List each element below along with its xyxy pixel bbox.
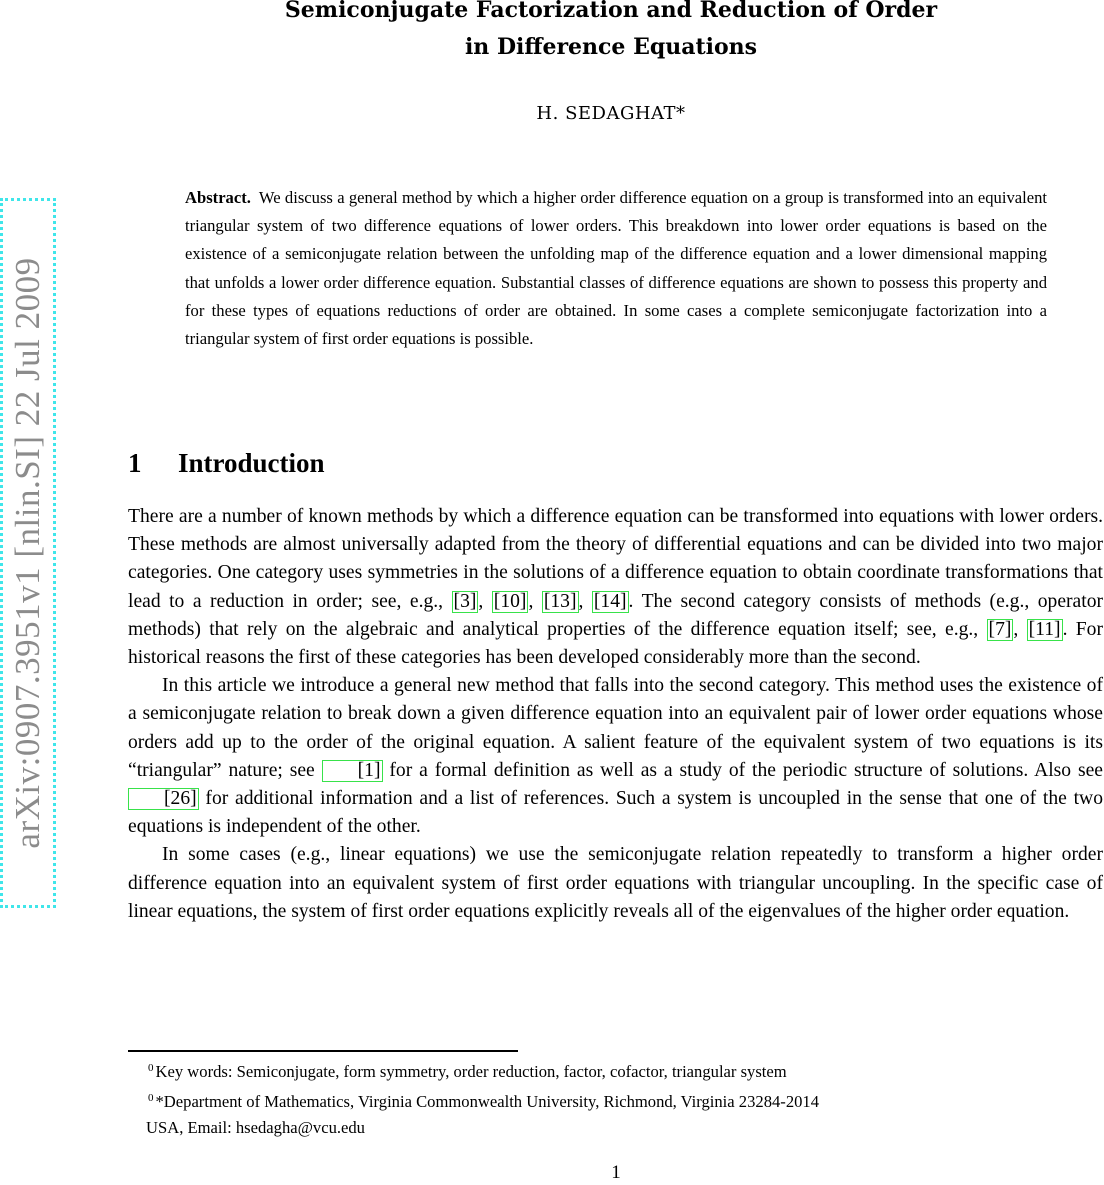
- footnote-2: [148, 1085, 1048, 1115]
- paragraph-1: [128, 503, 1103, 672]
- paragraph-2-text-a: In this article we introduce a general new method that falls into the second category. This method uses the existence of a semiconjugate relation to break down a given difference equation into an equivalent pair of lower order equations whose orders add up to the order of the original equation. A salient feature of the equivalent system of two equations is its “triangular” nature; see: [128, 675, 1103, 781]
- paragraph-2: [128, 672, 1103, 841]
- abstract-text: We discuss a general method by which a higher order difference equation on a group is transformed into an equivalent triangular system of two difference equations of lower orders. This breakdown into lower order equations is based on the existence of a semiconjugate relation between the unfolding map of the difference equation and a lower dimensional mapping that unfolds a lower order difference equation. Substantial classes of difference equations are shown to possess this property and for these types of equations reductions of order are obtained. In some cases a complete semiconjugate factorization into a triangular system of first order equations is possible.: [185, 188, 1047, 349]
- abstract: [185, 184, 1047, 353]
- page-number: 1: [611, 1162, 621, 1183]
- section-title: Introduction: [178, 448, 325, 478]
- citation-separator: ,: [578, 590, 592, 612]
- title-line-1: Semiconjugate Factorization and Reduction of Order: [284, 0, 938, 23]
- citation-11[interactable]: [11]: [1028, 618, 1061, 640]
- author-name: H. SEDAGHAT*: [536, 103, 686, 124]
- citation-7[interactable]: [7]: [988, 618, 1012, 640]
- paragraph-2-text-c: for additional information and a list of references. Such a system is uncoupled in the sense that one of the two equations is independent of the other.: [128, 788, 1103, 838]
- paper-title: [200, 0, 1022, 66]
- arxiv-stamp[interactable]: [0, 198, 56, 908]
- footnote-2-mark: 0: [148, 1092, 154, 1104]
- footnote-1: [148, 1055, 1048, 1085]
- citation-separator: ,: [478, 590, 492, 612]
- citation-13[interactable]: [13]: [543, 590, 577, 612]
- arxiv-stamp-text: arXiv:0907.3951v1 [nlin.SI] 22 Jul 2009: [8, 257, 47, 849]
- footnote-1-mark: 0: [148, 1062, 154, 1074]
- citation-26[interactable]: [26]: [128, 788, 199, 810]
- paragraph-1-text-b: . The second category consists of methods (e.g., operator methods) that rely on the algebraic and analytical properties of the difference equation itself; see, e.g.,: [128, 590, 1104, 640]
- body-text: [128, 503, 1103, 926]
- footnotes: [148, 1055, 1048, 1141]
- citation-1[interactable]: [1]: [322, 760, 383, 782]
- paragraph-3: In some cases (e.g., linear equations) we use the semiconjugate relation repeatedly to transform a higher order difference equation into an equivalent system of first order equations with triangular uncoupling. In the specific case of linear equations, the system of first order equations explicitly reveals all of the eigenvalues of the higher order equation.: [128, 844, 1103, 922]
- title-line-2: in Difference Equations: [464, 34, 758, 60]
- paragraph-1-text-a: There are a number of known methods by which a difference equation can be transformed into equations with lower orders. These methods are almost universally adapted from the theory of differential equations and can be divided into two major categories. One category uses symmetries in the solutions of a difference equation to obtain coordinate transformations that lead to a reduction in order; see, e.g.,: [128, 506, 1103, 612]
- citation-separator: ,: [528, 590, 542, 612]
- footnote-2-text: *Department of Mathematics, Virginia Commonwealth University, Richmond, Virginia 23284-2014: [155, 1092, 820, 1111]
- paragraph-1-text-c: . For historical reasons the first of these categories has been developed considerably more than the second.: [128, 618, 1104, 669]
- footnote-2-continued: USA, Email: hsedagha@vcu.edu: [146, 1118, 365, 1137]
- footnote-1-text: Key words: Semiconjugate, form symmetry, order reduction, factor, cofactor, triangular system: [155, 1062, 787, 1081]
- footnote-divider: [128, 1050, 518, 1052]
- paragraph-2-text-b: for a formal definition as well as a study of the periodic structure of solutions. Also see: [382, 759, 1103, 781]
- citation-10[interactable]: [10]: [493, 590, 527, 612]
- abstract-label: Abstract.: [185, 188, 251, 207]
- section-number: 1: [128, 448, 142, 478]
- citation-3[interactable]: [3]: [453, 590, 477, 612]
- section-heading: [128, 445, 325, 481]
- citation-14[interactable]: [14]: [593, 590, 627, 612]
- citation-separator: ,: [1013, 618, 1027, 640]
